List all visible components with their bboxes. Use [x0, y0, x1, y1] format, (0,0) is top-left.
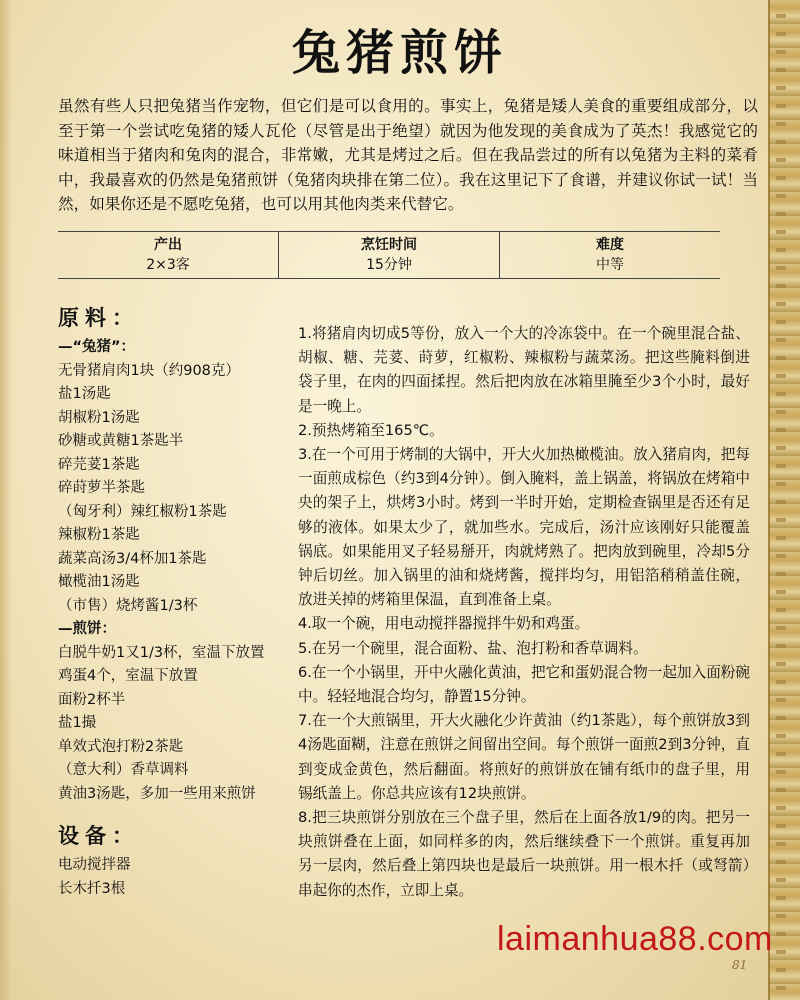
ingredients-column: [58, 302, 288, 901]
watermark: laimanhua88.com: [497, 920, 773, 958]
instruction-step: 6.在一个小锅里，开中火融化黄油，把它和蛋奶混合物一起加入面粉碗中。轻轻地混合均匀，静置15分钟。: [298, 663, 750, 706]
ingredient-item: （意大利）香草调料: [58, 762, 189, 778]
instructions-column: [298, 322, 750, 903]
info-servings: [58, 232, 278, 278]
page-left-edge: [0, 0, 12, 1000]
ingredient-group-heading: —煎饼：: [58, 621, 116, 637]
info-cook-time: [278, 232, 499, 278]
instruction-step: 3.在一个可用于烤制的大锅中，开大火加热橄榄油。放入猪肩肉，把每一面煎成棕色（约3到4分钟）。倒入腌料，盖上锅盖，将锅放在烤箱中央的架子上，烘烤3小时。烤到一半时开始，定期检查锅里是否还有足够的液体。如果太少了，就加些水。完成后，汤汁应该刚好只能覆盖锅底。如果能用叉子轻易掰开，肉就烤熟了。把肉放到碗里，冷却5分钟后切丝。加入锅里的油和烧烤酱，搅拌均匀，用铝箔稍稍盖住碗，放进关掉的烤箱里保温，直到准备上桌。: [298, 446, 750, 609]
equipment-item: 长木扦3根: [58, 880, 126, 897]
instruction-step: 5.在另一个碗里，混合面粉、盐、泡打粉和香草调料。: [298, 639, 648, 657]
ingredient-item: 鸡蛋4个，室温下放置: [58, 668, 198, 684]
ingredient-item: 黄油3汤匙，多加一些用来煎饼: [58, 785, 256, 802]
ingredients-heading: 原料：: [58, 305, 139, 330]
instruction-step: 1.将猪肩肉切成5等份，放入一个大的冷冻袋中。在一个碗里混合盐、胡椒、糖、芫荽、莳萝，红椒粉、辣椒粉与蔬菜汤。把这些腌料倒进袋子里，在肉的四面揉捏。然后把肉放在冰箱里腌至少3个小时，最好是一晚上。: [298, 325, 750, 415]
ingredient-item: （匈牙利）辣红椒粉1茶匙: [58, 503, 227, 520]
info-value: 中等: [596, 257, 624, 273]
equipment-heading: 设备：: [58, 823, 139, 848]
ingredient-item: （市售）烧烤酱1/3杯: [58, 597, 198, 614]
ingredient-item: 胡椒粉1汤匙: [58, 409, 140, 426]
ingredient-item: 碎芫荽1茶匙: [58, 456, 140, 473]
instruction-step: 4.取一个碗，用电动搅拌器搅拌牛奶和鸡蛋。: [298, 615, 590, 633]
recipe-info-table: [58, 231, 720, 279]
info-difficulty: [499, 232, 720, 278]
ingredient-item: 盐1撮: [58, 715, 97, 731]
ingredient-item: 辣椒粉1茶匙: [58, 527, 140, 543]
intro-paragraph: 虽然有些人只把兔猪当作宠物，但它们是可以食用的。事实上，兔猪是矮人美食的重要组成部分，以至于第一个尝试吃兔猪的矮人瓦伦（尽管是出于绝望）就因为他发现的美食成为了英杰！我感觉它的味道相当于猪肉和兔肉的混合，非常嫩，尤其是烤过之后。但在我品尝过的所有以兔猪为主料的菜肴中，我最喜欢的仍然是兔猪煎饼（兔猪肉块排在第二位）。我在这里记下了食谱，并建议你试一试！当然，如果你还是不愿吃兔猪，也可以用其他肉类来代替它。: [58, 97, 758, 213]
info-label: 难度: [596, 237, 624, 253]
ingredient-item: 面粉2杯半: [58, 691, 126, 708]
info-label: 产出: [154, 237, 182, 253]
ingredient-item: 蔬菜高汤3/4杯加1茶匙: [58, 550, 207, 567]
ingredient-group-heading: —“兔猪”：: [58, 339, 136, 355]
ingredient-item: 砂糖或黄糖1茶匙半: [58, 433, 184, 449]
ingredient-item: 碎莳萝半茶匙: [58, 480, 145, 496]
ingredient-item: 盐1汤匙: [58, 386, 111, 402]
ingredient-item: 橄榄油1汤匙: [58, 574, 140, 590]
decorative-border: [768, 0, 800, 1000]
ingredient-item: 单效式泡打粉2茶匙: [58, 738, 184, 755]
instruction-step: 8.把三块煎饼分别放在三个盘子里，然后在上面各放1/9的肉。把另一块煎饼叠在上面，如同样多的肉，然后继续叠下一个煎饼。重复再加另一层肉，然后叠上第四块也是最后一块煎饼。用一根木扦（或弩箭）串起你的杰作，立即上桌。: [298, 809, 750, 899]
instruction-step: 7.在一个大煎锅里，开大火融化少许黄油（约1茶匙），每个煎饼放3到4汤匙面糊，注意在煎饼之间留出空间。每个煎饼一面煎2到3分钟，直到变成金黄色，然后翻面。将煎好的煎饼放在铺有纸巾的盘子里，用锡纸盖上。你总共应该有12块煎饼。: [298, 712, 750, 802]
page-number: 81: [732, 958, 748, 972]
equipment-item: 电动搅拌器: [58, 857, 131, 873]
info-value: 2×3客: [146, 257, 190, 273]
instruction-step: 2.预热烤箱至165℃。: [298, 421, 444, 439]
ingredient-item: 白脱牛奶1又1/3杯，室温下放置: [58, 644, 265, 661]
info-value: 15分钟: [366, 257, 412, 273]
page-title: 兔猪煎饼: [291, 25, 508, 81]
info-label: 烹饪时间: [361, 237, 417, 253]
ingredient-item: 无骨猪肩肉1块（约908克）: [58, 362, 240, 379]
